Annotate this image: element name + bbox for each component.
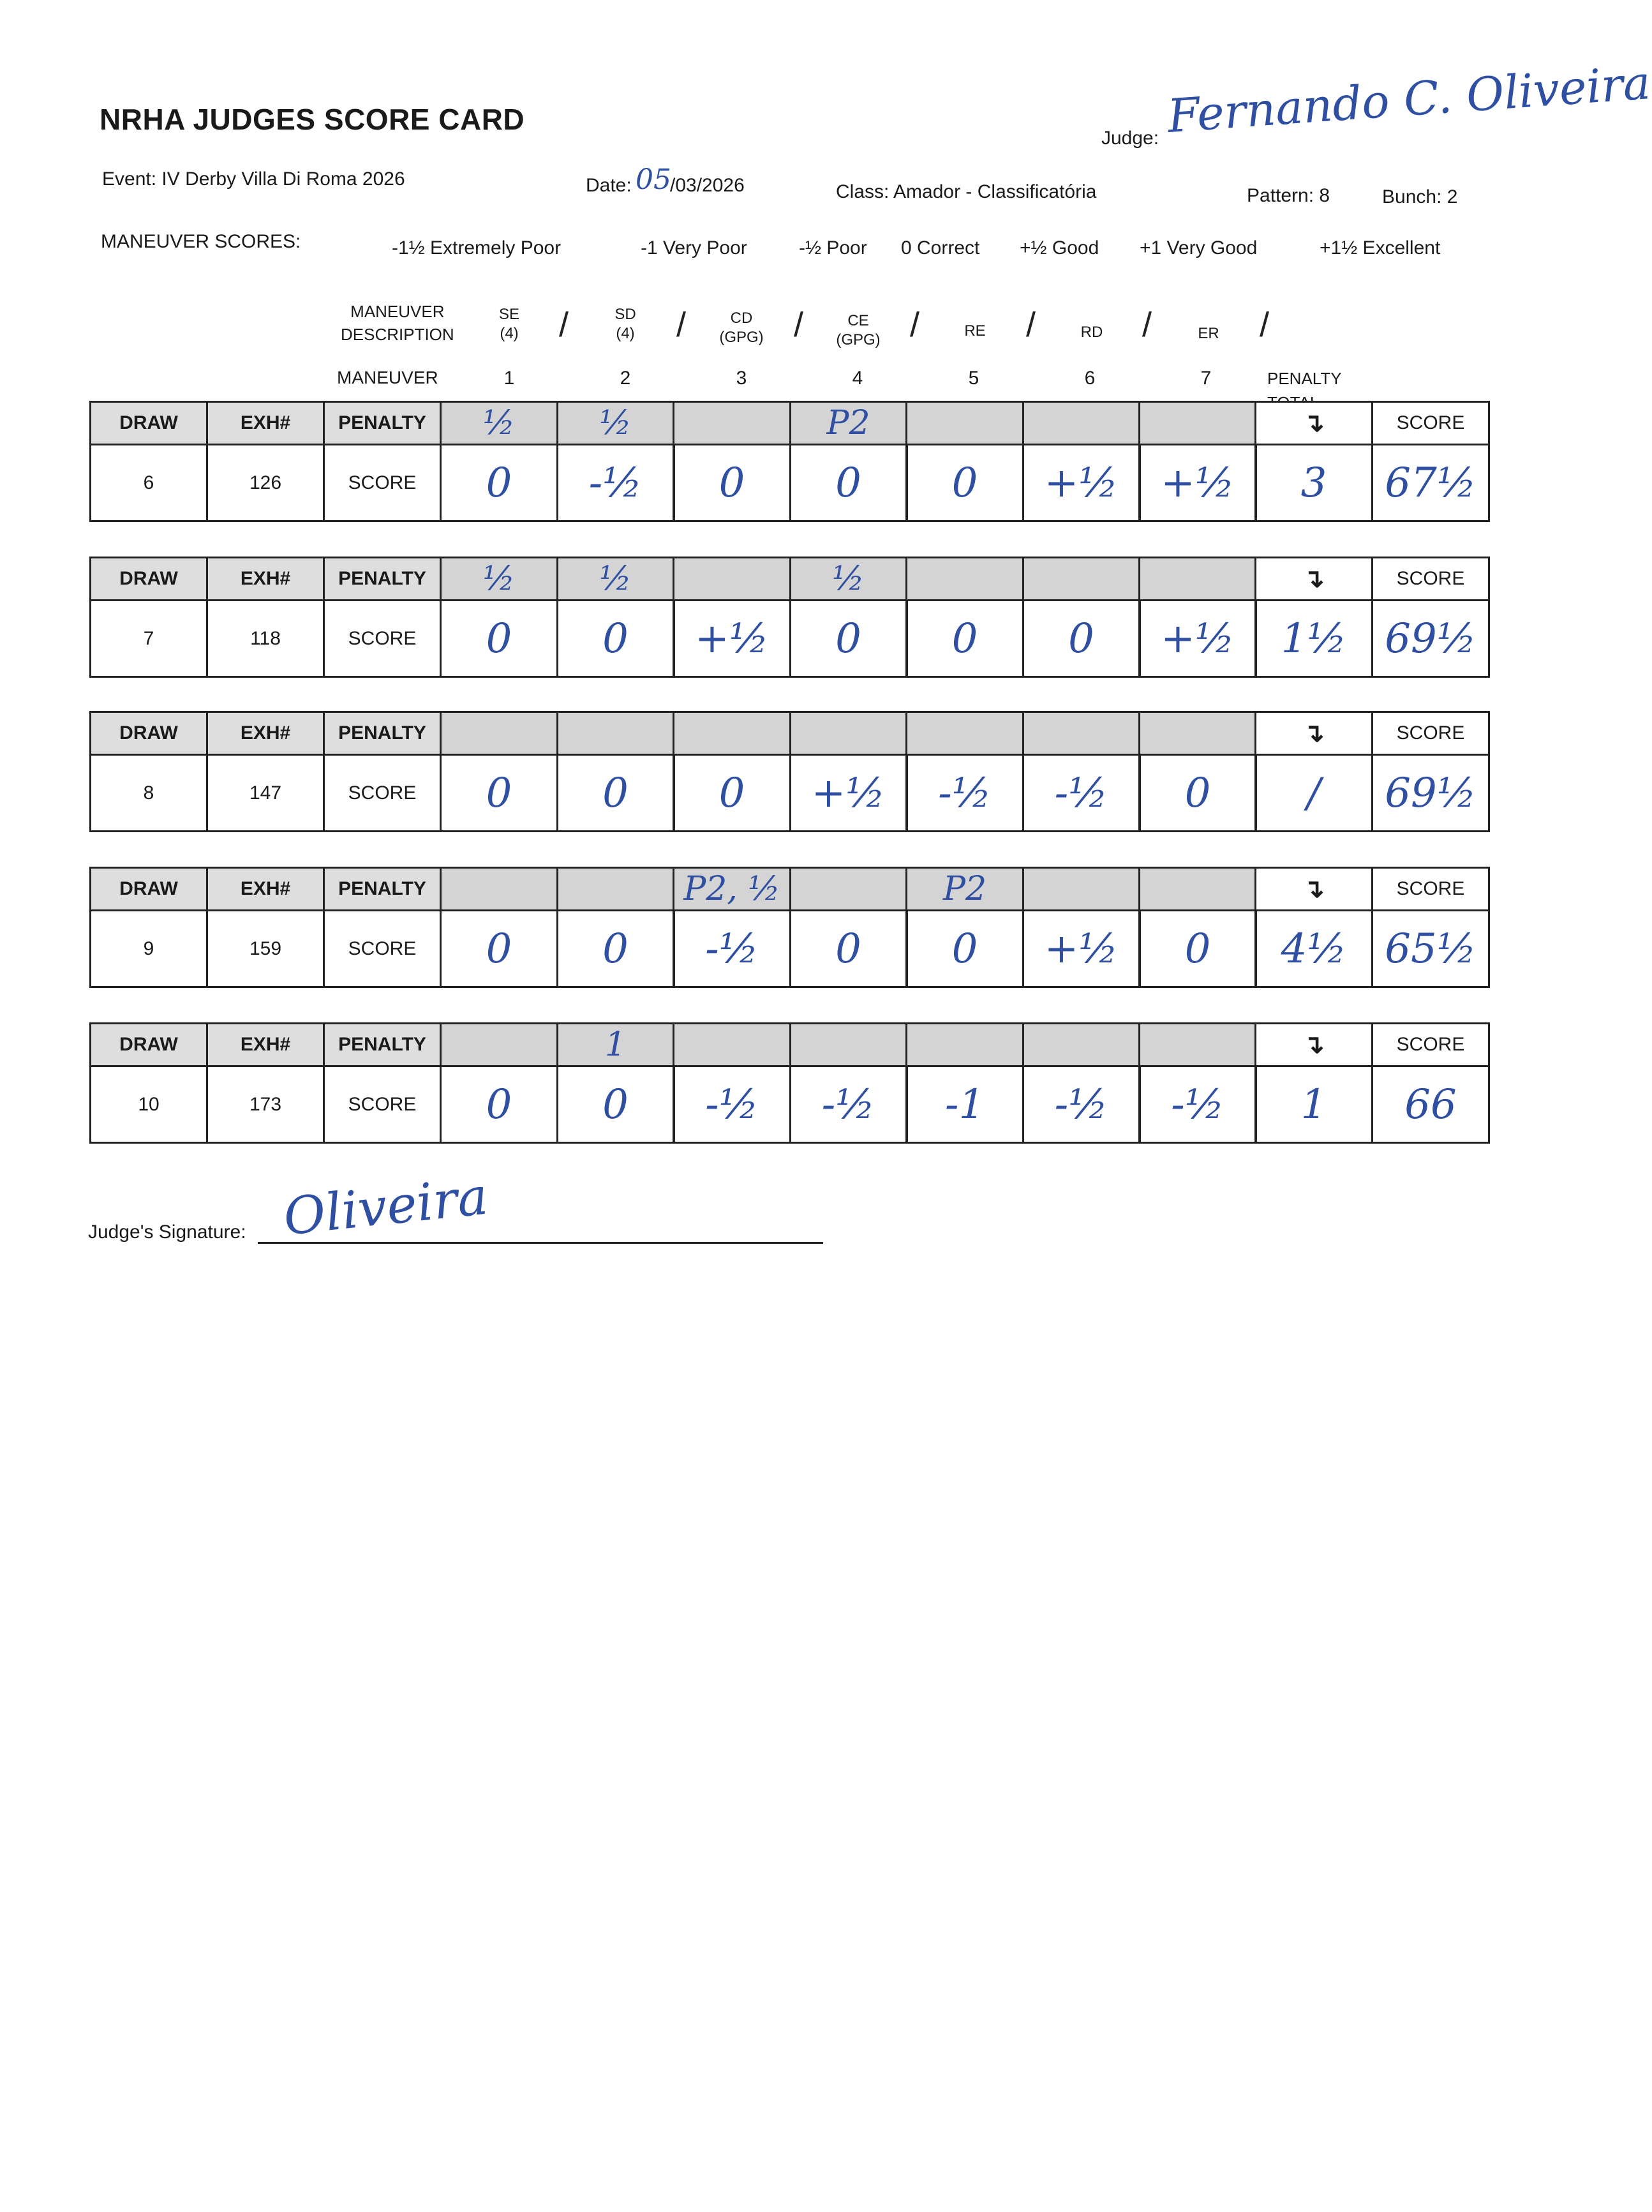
scale-very-good: +1 Very Good (1140, 237, 1258, 258)
maneuver-4-code: CE (GPG) (836, 312, 881, 348)
maneuver-2-number: 2 (620, 368, 631, 389)
maneuver-1-number: 1 (503, 368, 515, 389)
penalty-header: PENALTY (323, 401, 442, 445)
exh-value: 147 (206, 754, 325, 832)
score-row-draw-7 (89, 557, 1498, 678)
score-header: SCORE (1371, 401, 1490, 445)
penalty-header: PENALTY (323, 867, 442, 911)
score-maneuver-7[interactable]: +½ (1138, 444, 1257, 522)
penalty-maneuver-1[interactable]: ½ (440, 401, 558, 445)
draw-value: 8 (89, 754, 208, 832)
score-maneuver-6[interactable]: -½ (1022, 1065, 1141, 1144)
score-row-label: SCORE (323, 754, 442, 832)
score-row-label: SCORE (323, 1065, 442, 1144)
maneuver-scores-label: MANEUVER SCORES: (101, 231, 301, 252)
separator: / (676, 306, 687, 344)
score-maneuver-6[interactable]: +½ (1022, 909, 1141, 988)
pattern: Pattern: 8 (1247, 185, 1330, 206)
score-header: SCORE (1371, 711, 1490, 756)
draw-header: DRAW (89, 401, 208, 445)
score-maneuver-2[interactable]: -½ (556, 444, 675, 522)
maneuver-6-number: 6 (1084, 368, 1096, 389)
maneuver-7-code: ER (1198, 325, 1219, 342)
date-day: 05 (636, 163, 671, 196)
score-maneuver-3[interactable]: +½ (673, 599, 791, 678)
score-maneuver-5[interactable]: -½ (905, 754, 1024, 832)
draw-header: DRAW (89, 711, 208, 756)
penalty-maneuver-7[interactable] (1138, 867, 1257, 911)
judge-handwritten-signature: Oliveira (281, 1166, 491, 1247)
arrow-icon: ↴ (1254, 1022, 1373, 1067)
scale-good: +½ Good (1020, 237, 1099, 258)
score-maneuver-4[interactable]: 0 (789, 599, 908, 678)
separator: / (910, 306, 920, 344)
penalty-total-value: 3 (1254, 444, 1373, 522)
score-maneuver-3[interactable]: 0 (673, 444, 791, 522)
exh-header: EXH# (206, 867, 325, 911)
penalty-maneuver-2[interactable]: ½ (556, 557, 675, 601)
penalty-maneuver-3[interactable] (673, 1022, 791, 1067)
maneuver-1-code: SE (4) (498, 306, 519, 342)
arrow-icon: ↴ (1254, 401, 1373, 445)
score-row-label: SCORE (323, 909, 442, 988)
score-maneuver-2[interactable]: 0 (556, 909, 675, 988)
exh-header: EXH# (206, 401, 325, 445)
maneuver-5-code: RE (964, 322, 986, 340)
score-maneuver-1[interactable]: 0 (440, 1065, 558, 1144)
maneuver-2-code: SD (4) (614, 306, 636, 342)
exh-value: 159 (206, 909, 325, 988)
exh-value: 126 (206, 444, 325, 522)
score-header: SCORE (1371, 557, 1490, 601)
score-maneuver-7[interactable]: +½ (1138, 599, 1257, 678)
maneuver-7-number: 7 (1200, 368, 1212, 389)
score-maneuver-6[interactable]: -½ (1022, 754, 1141, 832)
penalty-maneuver-5[interactable] (905, 711, 1024, 756)
score-maneuver-4[interactable]: 0 (789, 909, 908, 988)
score-row-draw-9 (89, 867, 1498, 988)
score-maneuver-4[interactable]: -½ (789, 1065, 908, 1144)
maneuver-6-code: RD (1080, 324, 1103, 341)
penalty-maneuver-3[interactable] (673, 711, 791, 756)
penalty-header: PENALTY (323, 711, 442, 756)
score-header: SCORE (1371, 1022, 1490, 1067)
penalty-maneuver-4[interactable] (789, 1022, 908, 1067)
draw-value: 9 (89, 909, 208, 988)
score-maneuver-2[interactable]: 0 (556, 1065, 675, 1144)
score-maneuver-6[interactable]: 0 (1022, 599, 1141, 678)
penalty-maneuver-3[interactable]: P2, ½ (673, 867, 791, 911)
signature-label: Judge's Signature: (88, 1222, 246, 1243)
maneuver-label: MANEUVER (337, 368, 438, 387)
separator: / (1260, 306, 1270, 344)
scale-very-poor: -1 Very Poor (641, 237, 747, 258)
maneuver-4-number: 4 (852, 368, 863, 389)
penalty-maneuver-6[interactable] (1022, 867, 1141, 911)
penalty-maneuver-7[interactable] (1138, 401, 1257, 445)
penalty-maneuver-7[interactable] (1138, 1022, 1257, 1067)
total-score-value[interactable]: 69½ (1371, 754, 1490, 832)
score-row-label: SCORE (323, 599, 442, 678)
score-maneuver-5[interactable]: 0 (905, 599, 1024, 678)
maneuver-3-number: 3 (736, 368, 747, 389)
penalty-maneuver-5[interactable] (905, 557, 1024, 601)
total-score-value[interactable]: 67½ (1371, 444, 1490, 522)
draw-value: 7 (89, 599, 208, 678)
draw-header: DRAW (89, 557, 208, 601)
score-row-draw-10 (89, 1022, 1498, 1144)
separator: / (559, 306, 569, 344)
total-score-value[interactable]: 66 (1371, 1065, 1490, 1144)
draw-value: 10 (89, 1065, 208, 1144)
penalty-maneuver-4[interactable] (789, 711, 908, 756)
penalty-total-value: 4½ (1254, 909, 1373, 988)
penalty-maneuver-2[interactable]: ½ (556, 401, 675, 445)
scale-extremely-poor: -1½ Extremely Poor (392, 237, 562, 258)
score-maneuver-3[interactable]: -½ (673, 1065, 791, 1144)
maneuver-5-number: 5 (968, 368, 979, 389)
score-maneuver-1[interactable]: 0 (440, 444, 558, 522)
score-maneuver-5[interactable]: -1 (905, 1065, 1024, 1144)
penalty-maneuver-2[interactable] (556, 867, 675, 911)
exh-header: EXH# (206, 557, 325, 601)
penalty-maneuver-3[interactable] (673, 557, 791, 601)
bunch: Bunch: 2 (1382, 186, 1458, 207)
penalty-maneuver-3[interactable] (673, 401, 791, 445)
score-maneuver-7[interactable]: 0 (1138, 909, 1257, 988)
score-row-label: SCORE (323, 444, 442, 522)
penalty-maneuver-2[interactable]: 1 (556, 1022, 675, 1067)
scale-poor: -½ Poor (799, 237, 867, 258)
exh-header: EXH# (206, 711, 325, 756)
signature-line[interactable] (258, 1242, 823, 1244)
score-row-draw-6 (89, 401, 1498, 522)
score-maneuver-1[interactable]: 0 (440, 909, 558, 988)
penalty-maneuver-6[interactable] (1022, 711, 1141, 756)
exh-value: 118 (206, 599, 325, 678)
penalty-total-value: 1½ (1254, 599, 1373, 678)
event-name: Event: IV Derby Villa Di Roma 2026 (102, 168, 405, 190)
class-name: Class: Amador - Classificatória (836, 181, 1097, 202)
arrow-icon: ↴ (1254, 867, 1373, 911)
score-maneuver-1[interactable]: 0 (440, 754, 558, 832)
penalty-total-label: PENALTY (1267, 369, 1342, 388)
score-maneuver-1[interactable]: 0 (440, 599, 558, 678)
draw-header: DRAW (89, 1022, 208, 1067)
score-maneuver-6[interactable]: +½ (1022, 444, 1141, 522)
score-maneuver-4[interactable]: +½ (789, 754, 908, 832)
maneuver-3-code: CD (GPG) (719, 310, 764, 346)
judge-signature: Fernando C. Oliveira (1166, 56, 1652, 143)
page-title: NRHA JUDGES SCORE CARD (100, 103, 525, 136)
total-score-value[interactable]: 65½ (1371, 909, 1490, 988)
score-row-draw-8 (89, 711, 1498, 832)
arrow-icon: ↴ (1254, 557, 1373, 601)
penalty-total-value: 1 (1254, 1065, 1373, 1144)
penalty-header: PENALTY (323, 557, 442, 601)
score-maneuver-3[interactable]: -½ (673, 909, 791, 988)
score-maneuver-7[interactable]: -½ (1138, 1065, 1257, 1144)
date-rest: /03/2026 (670, 175, 745, 196)
penalty-maneuver-1[interactable] (440, 711, 558, 756)
penalty-maneuver-1[interactable] (440, 867, 558, 911)
penalty-maneuver-1[interactable]: ½ (440, 557, 558, 601)
penalty-maneuver-4[interactable] (789, 867, 908, 911)
penalty-header: PENALTY (323, 1022, 442, 1067)
judge-label: Judge: (1101, 128, 1159, 149)
penalty-maneuver-5[interactable] (905, 1022, 1024, 1067)
separator: / (1026, 306, 1036, 344)
separator: / (794, 306, 804, 344)
penalty-maneuver-5[interactable] (905, 401, 1024, 445)
score-maneuver-4[interactable]: 0 (789, 444, 908, 522)
date-label: Date: (586, 175, 632, 196)
penalty-maneuver-6[interactable] (1022, 557, 1141, 601)
penalty-maneuver-4[interactable]: P2 (789, 401, 908, 445)
penalty-maneuver-7[interactable] (1138, 557, 1257, 601)
total-score-value[interactable]: 69½ (1371, 599, 1490, 678)
draw-value: 6 (89, 444, 208, 522)
exh-header: EXH# (206, 1022, 325, 1067)
maneuver-description-label: MANEUVER DESCRIPTION (341, 302, 454, 344)
penalty-total-value: / (1254, 754, 1373, 832)
draw-header: DRAW (89, 867, 208, 911)
score-maneuver-3[interactable]: 0 (673, 754, 791, 832)
exh-value: 173 (206, 1065, 325, 1144)
score-maneuver-5[interactable]: 0 (905, 909, 1024, 988)
penalty-maneuver-7[interactable] (1138, 711, 1257, 756)
penalty-maneuver-2[interactable] (556, 711, 675, 756)
score-maneuver-7[interactable]: 0 (1138, 754, 1257, 832)
penalty-maneuver-5[interactable]: P2 (905, 867, 1024, 911)
score-header: SCORE (1371, 867, 1490, 911)
separator: / (1142, 306, 1152, 344)
score-maneuver-2[interactable]: 0 (556, 599, 675, 678)
penalty-maneuver-6[interactable] (1022, 401, 1141, 445)
score-maneuver-5[interactable]: 0 (905, 444, 1024, 522)
arrow-icon: ↴ (1254, 711, 1373, 756)
scale-excellent: +1½ Excellent (1320, 237, 1441, 258)
penalty-maneuver-1[interactable] (440, 1022, 558, 1067)
score-maneuver-2[interactable]: 0 (556, 754, 675, 832)
penalty-maneuver-4[interactable]: ½ (789, 557, 908, 601)
penalty-maneuver-6[interactable] (1022, 1022, 1141, 1067)
scale-correct: 0 Correct (901, 237, 980, 258)
